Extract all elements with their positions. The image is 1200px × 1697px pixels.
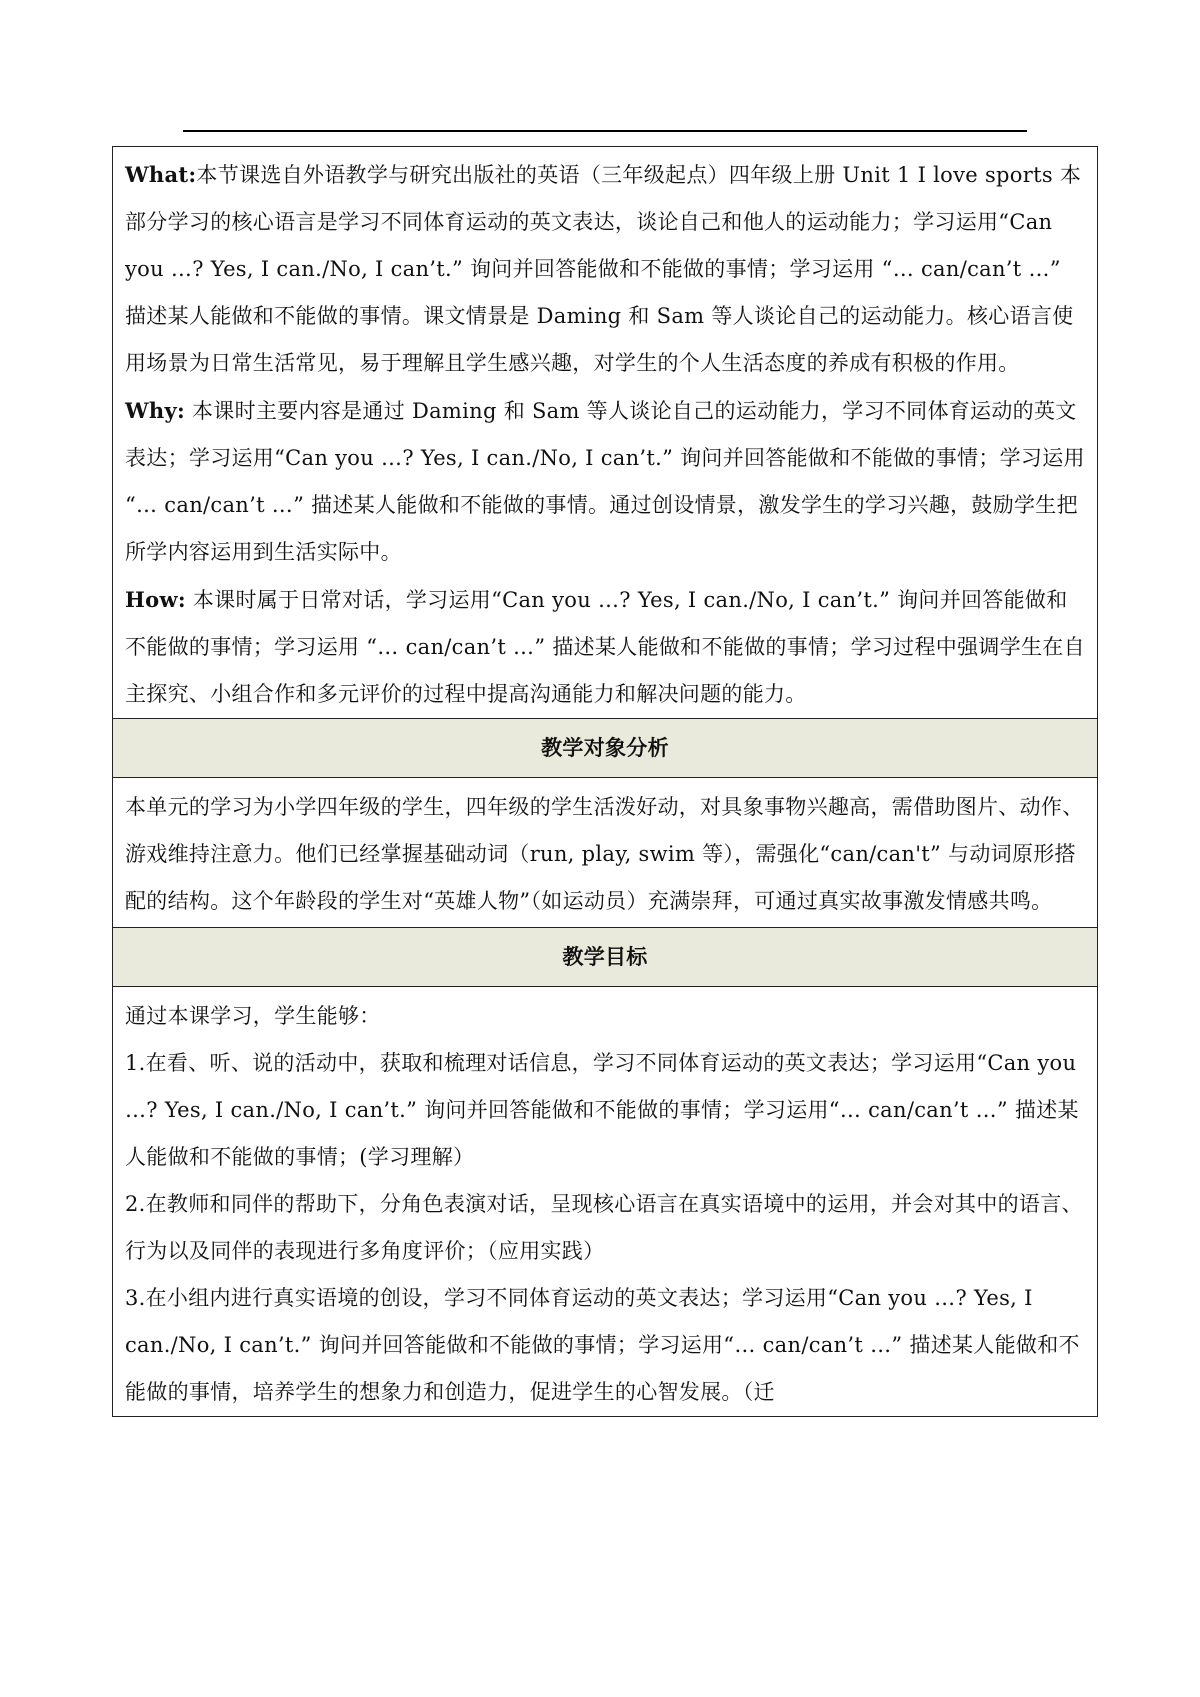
what-paragraph bbox=[125, 151, 1085, 387]
objectives-heading-row bbox=[113, 928, 1098, 987]
how-label: How: bbox=[125, 587, 186, 612]
how-paragraph bbox=[125, 576, 1085, 718]
why-label: Why: bbox=[125, 398, 186, 423]
analysis-row bbox=[113, 147, 1098, 719]
students-row bbox=[113, 778, 1098, 928]
objectives-cell bbox=[113, 987, 1098, 1417]
how-text: 本课时属于日常对话，学习运用“Can you …? Yes, I can./No, I can’t.” 询问并回答能做和不能做的事情；学习运用 “… can/can’t …” 描述某人能做和不能做的事情；学习过程中强调学生在自主探究、小组合作和多元评价的过程中提高沟通能力和解决问题的能力。 bbox=[125, 588, 1085, 706]
header-rule bbox=[183, 130, 1027, 132]
students-heading-row bbox=[113, 719, 1098, 778]
objectives-heading: 教学目标 bbox=[113, 928, 1098, 987]
objective-item-3: 3.在小组内进行真实语境的创设，学习不同体育运动的英文表达；学习运用“Can you …? Yes, I can./No, I can’t.” 询问并回答能做和不能做的事情；学习运用“… can/can’t …” 描述某人能做和不能做的事情，培养学生的想象力和创造力，促进学生的心智发展。（迁 bbox=[125, 1286, 1080, 1404]
objectives-row bbox=[113, 987, 1098, 1417]
what-label: What: bbox=[125, 162, 197, 187]
what-text: 本节课选自外语教学与研究出版社的英语（三年级起点）四年级上册 Unit 1 I love sports 本部分学习的核心语言是学习不同体育运动的英文表达，谈论自己和他人的运动能力；学习运用“Can you …? Yes, I can./No, I can’t.” 询问并回答能做和不能做的事情；学习运用 “… can/can’t …” 描述某人能做和不能做的事情。课文情景是 Daming 和 Sam 等人谈论自己的运动能力。核心语言使用场景为日常生活常见，易于理解且学生感兴趣，对学生的个人生活态度的养成有积极的作用。 bbox=[125, 163, 1082, 375]
why-paragraph bbox=[125, 387, 1085, 576]
why-text: 本课时主要内容是通过 Daming 和 Sam 等人谈论自己的运动能力，学习不同体育运动的英文表达；学习运用“Can you …? Yes, I can./No, I can’t.” 询问并回答能做和不能做的事情；学习运用 “… can/can’t …” 描述某人能做和不能做的事情。通过创设情景，激发学生的学习兴趣，鼓励学生把所学内容运用到生活实际中。 bbox=[125, 399, 1085, 564]
objectives-intro: 通过本课学习，学生能够： bbox=[125, 1004, 381, 1028]
students-cell bbox=[113, 778, 1098, 928]
lesson-plan-table bbox=[112, 146, 1098, 1417]
analysis-cell bbox=[113, 147, 1098, 719]
objective-item-2: 2.在教师和同伴的帮助下，分角色表演对话，呈现核心语言在真实语境中的运用，并会对其中的语言、行为以及同伴的表现进行多角度评价；（应用实践） bbox=[125, 1192, 1083, 1263]
objective-item-1: 1.在看、听、说的活动中，获取和梳理对话信息，学习不同体育运动的英文表达；学习运用“Can you …? Yes, I can./No, I can’t.” 询问并回答能做和不能做的事情；学习运用“… can/can’t …” 描述某人能做和不能做的事情；(学习理解） bbox=[125, 1051, 1079, 1169]
students-text: 本单元的学习为小学四年级的学生，四年级的学生活泼好动，对具象事物兴趣高，需借助图片、动作、游戏维持注意力。他们已经掌握基础动词（run, play, swim 等），需强化“can/can't” 与动词原形搭配的结构。这个年龄段的学生对“英雄人物”（如运动员）充满崇拜，可通过真实故事激发情感共鸣。 bbox=[125, 795, 1084, 913]
students-heading: 教学对象分析 bbox=[113, 719, 1098, 778]
